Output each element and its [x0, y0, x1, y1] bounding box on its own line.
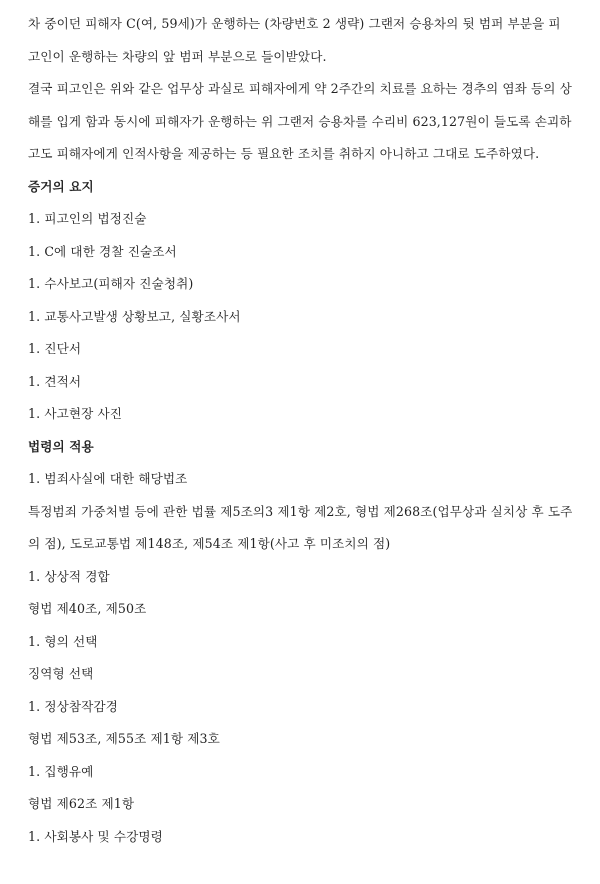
law-line: 1. 정상참작감경: [28, 698, 118, 714]
law-line: 1. 형의 선택: [28, 633, 98, 649]
law-line: 1. 사회봉사 및 수강명령: [28, 828, 163, 844]
law-line: 1. 집행유예: [28, 763, 94, 779]
body-text-line: 고도 피해자에게 인적사항을 제공하는 등 필요한 조치를 취하지 아니하고 그대로 도주하였다.: [28, 146, 540, 161]
evidence-item: 1. 견적서: [28, 373, 82, 389]
law-heading: 법령의 적용: [28, 438, 94, 454]
law-line: 형법 제40조, 제50조: [28, 601, 147, 616]
evidence-heading: 증거의 요지: [28, 178, 94, 194]
body-text-line: 차 중이던 피해자 C(여, 59세)가 운행하는 (차량번호 2 생략) 그랜저 승용차의 뒷 범퍼 부분을 피: [28, 16, 561, 31]
evidence-item: 1. 교통사고발생 상황보고, 실황조사서: [28, 308, 241, 324]
law-line: 1. 상상적 경합: [28, 568, 110, 584]
law-line: 특정범죄 가중처벌 등에 관한 법률 제5조의3 제1항 제2호, 형법 제268조(업무상과 실치상 후 도주: [28, 503, 572, 519]
law-line: 의 점), 도로교통법 제148조, 제54조 제1항(사고 후 미조치의 점): [28, 536, 391, 551]
law-line: 형법 제62조 제1항: [28, 796, 135, 811]
body-text-line: 고인이 운행하는 차량의 앞 범퍼 부분으로 들이받았다.: [28, 48, 327, 64]
law-line: 징역형 선택: [28, 666, 94, 681]
body-text-line: 해를 입게 함과 동시에 피해자가 운행하는 위 그랜저 승용차를 수리비 623,127원이 들도록 손괴하: [28, 113, 572, 129]
evidence-item: 1. 피고인의 법정진술: [28, 211, 147, 226]
evidence-item: 1. 진단서: [28, 341, 82, 356]
evidence-item: 1. 수사보고(피해자 진술청취): [28, 276, 194, 291]
body-text-line: 결국 피고인은 위와 같은 업무상 과실로 피해자에게 약 2주간의 치료를 요하는 경추의 염좌 등의 상: [28, 81, 572, 96]
law-line: 1. 범죄사실에 대한 해당법조: [28, 471, 188, 486]
evidence-item: 1. 사고현장 사진: [28, 406, 123, 421]
evidence-item: 1. C에 대한 경찰 진술조서: [28, 243, 177, 259]
law-line: 형법 제53조, 제55조 제1항 제3호: [28, 731, 220, 746]
